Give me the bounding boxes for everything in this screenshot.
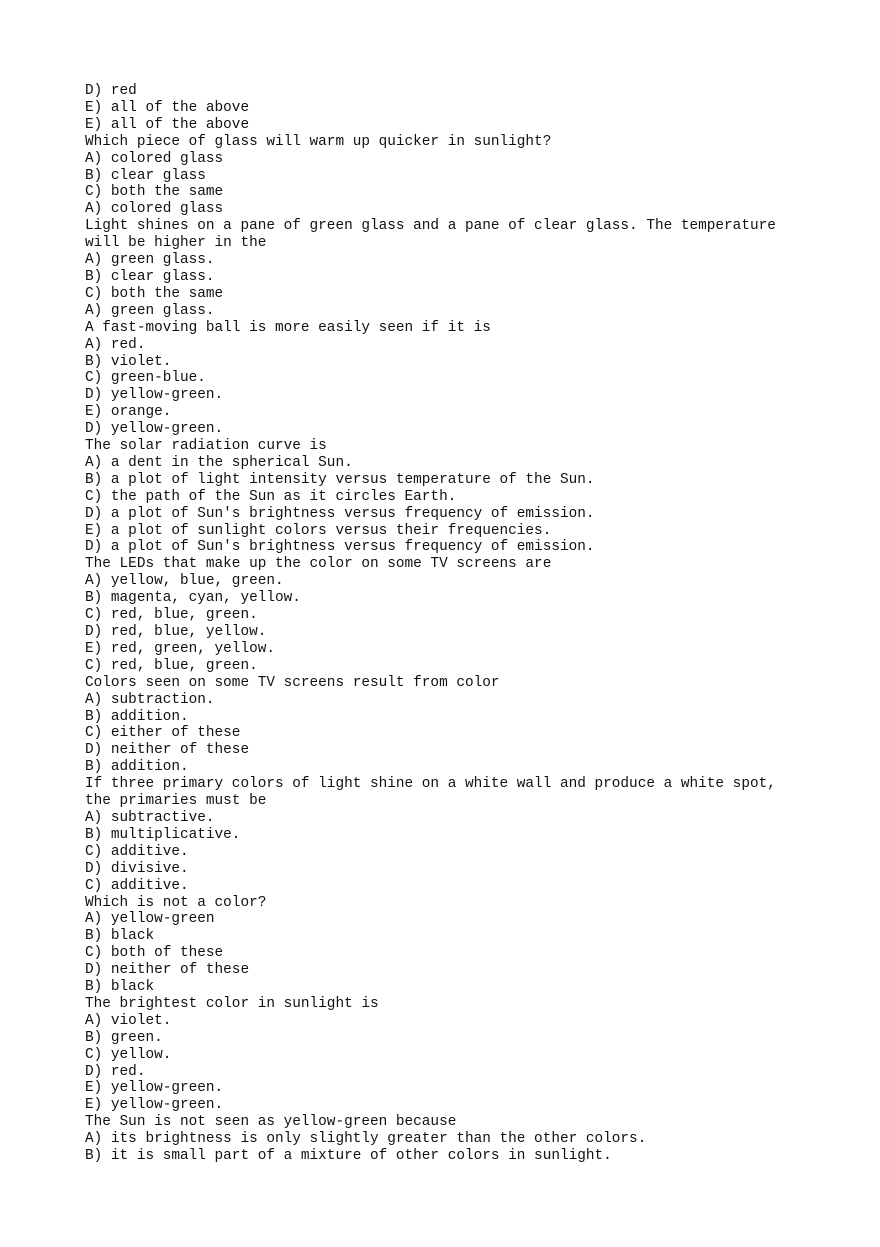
text-line: E) a plot of sunlight colors versus their frequencies. [85, 522, 552, 539]
text-line: C) both of these [85, 945, 224, 962]
text-line: D) yellow-green. [85, 387, 224, 404]
text-line: B) a plot of light intensity versus temperature of the Sun. [85, 471, 595, 488]
text-line: A) green glass. [85, 302, 215, 319]
text-line: C) additive. [85, 843, 189, 860]
text-line: D) yellow-green. [85, 421, 224, 438]
text-line: E) yellow-green. [85, 1080, 224, 1097]
text-line: Light shines on a pane of green glass and a pane of clear glass. The temperature [85, 218, 776, 235]
text-line: A) subtractive. [85, 809, 215, 826]
text-line: A) subtraction. [85, 691, 215, 708]
text-line: the primaries must be [85, 793, 267, 810]
text-line: B) black [85, 979, 155, 996]
text-line: C) red, blue, green. [85, 607, 258, 624]
document-page [85, 83, 825, 1165]
text-line: A) colored glass [85, 150, 224, 167]
text-line: B) multiplicative. [85, 826, 241, 843]
text-line: B) addition. [85, 708, 189, 725]
text-line: C) the path of the Sun as it circles Earth. [85, 488, 457, 505]
text-line: E) all of the above [85, 99, 250, 116]
text-line: C) either of these [85, 725, 241, 742]
text-line: A) its brightness is only slightly greater than the other colors. [85, 1131, 647, 1148]
text-line: The LEDs that make up the color on some TV screens are [85, 556, 552, 573]
text-line: A) yellow-green [85, 911, 215, 928]
text-line: B) clear glass. [85, 268, 215, 285]
text-line: C) both the same [85, 285, 224, 302]
text-line: B) green. [85, 1029, 163, 1046]
text-line: If three primary colors of light shine on a white wall and produce a white spot, [85, 776, 776, 793]
text-line: A) green glass. [85, 252, 215, 269]
text-line: B) violet. [85, 353, 172, 370]
text-line: B) clear glass [85, 167, 206, 184]
text-line: D) a plot of Sun's brightness versus frequency of emission. [85, 505, 595, 522]
text-line: E) yellow-green. [85, 1097, 224, 1114]
text-line: E) orange. [85, 404, 172, 421]
text-line: D) neither of these [85, 742, 250, 759]
text-line: A) colored glass [85, 201, 224, 218]
text-line: A fast-moving ball is more easily seen if it is [85, 319, 491, 336]
text-line: D) divisive. [85, 860, 189, 877]
text-line: Which piece of glass will warm up quicker in sunlight? [85, 133, 552, 150]
text-line: E) red, green, yellow. [85, 640, 275, 657]
text-line: D) a plot of Sun's brightness versus frequency of emission. [85, 539, 595, 556]
text-line: A) yellow, blue, green. [85, 573, 284, 590]
text-line: B) magenta, cyan, yellow. [85, 590, 301, 607]
text-line: Which is not a color? [85, 894, 267, 911]
text-line: The solar radiation curve is [85, 438, 327, 455]
text-line: Colors seen on some TV screens result from color [85, 674, 500, 691]
text-line: B) black [85, 928, 155, 945]
text-line: D) red. [85, 1063, 146, 1080]
text-line: B) it is small part of a mixture of other colors in sunlight. [85, 1148, 612, 1165]
text-line: The Sun is not seen as yellow-green because [85, 1114, 457, 1131]
text-line: A) violet. [85, 1012, 172, 1029]
text-line: A) a dent in the spherical Sun. [85, 454, 353, 471]
text-line: C) both the same [85, 184, 224, 201]
text-line: The brightest color in sunlight is [85, 995, 379, 1012]
text-line: will be higher in the [85, 235, 267, 252]
text-line: A) red. [85, 336, 146, 353]
text-line: C) yellow. [85, 1046, 172, 1063]
text-line: C) green-blue. [85, 370, 206, 387]
text-line: D) red [85, 83, 137, 99]
text-line: D) red, blue, yellow. [85, 624, 267, 640]
text-line: C) additive. [85, 877, 189, 894]
text-line: C) red, blue, green. [85, 657, 258, 674]
text-line: E) all of the above [85, 116, 250, 133]
text-line: D) neither of these [85, 962, 250, 979]
text-line: B) addition. [85, 759, 189, 776]
